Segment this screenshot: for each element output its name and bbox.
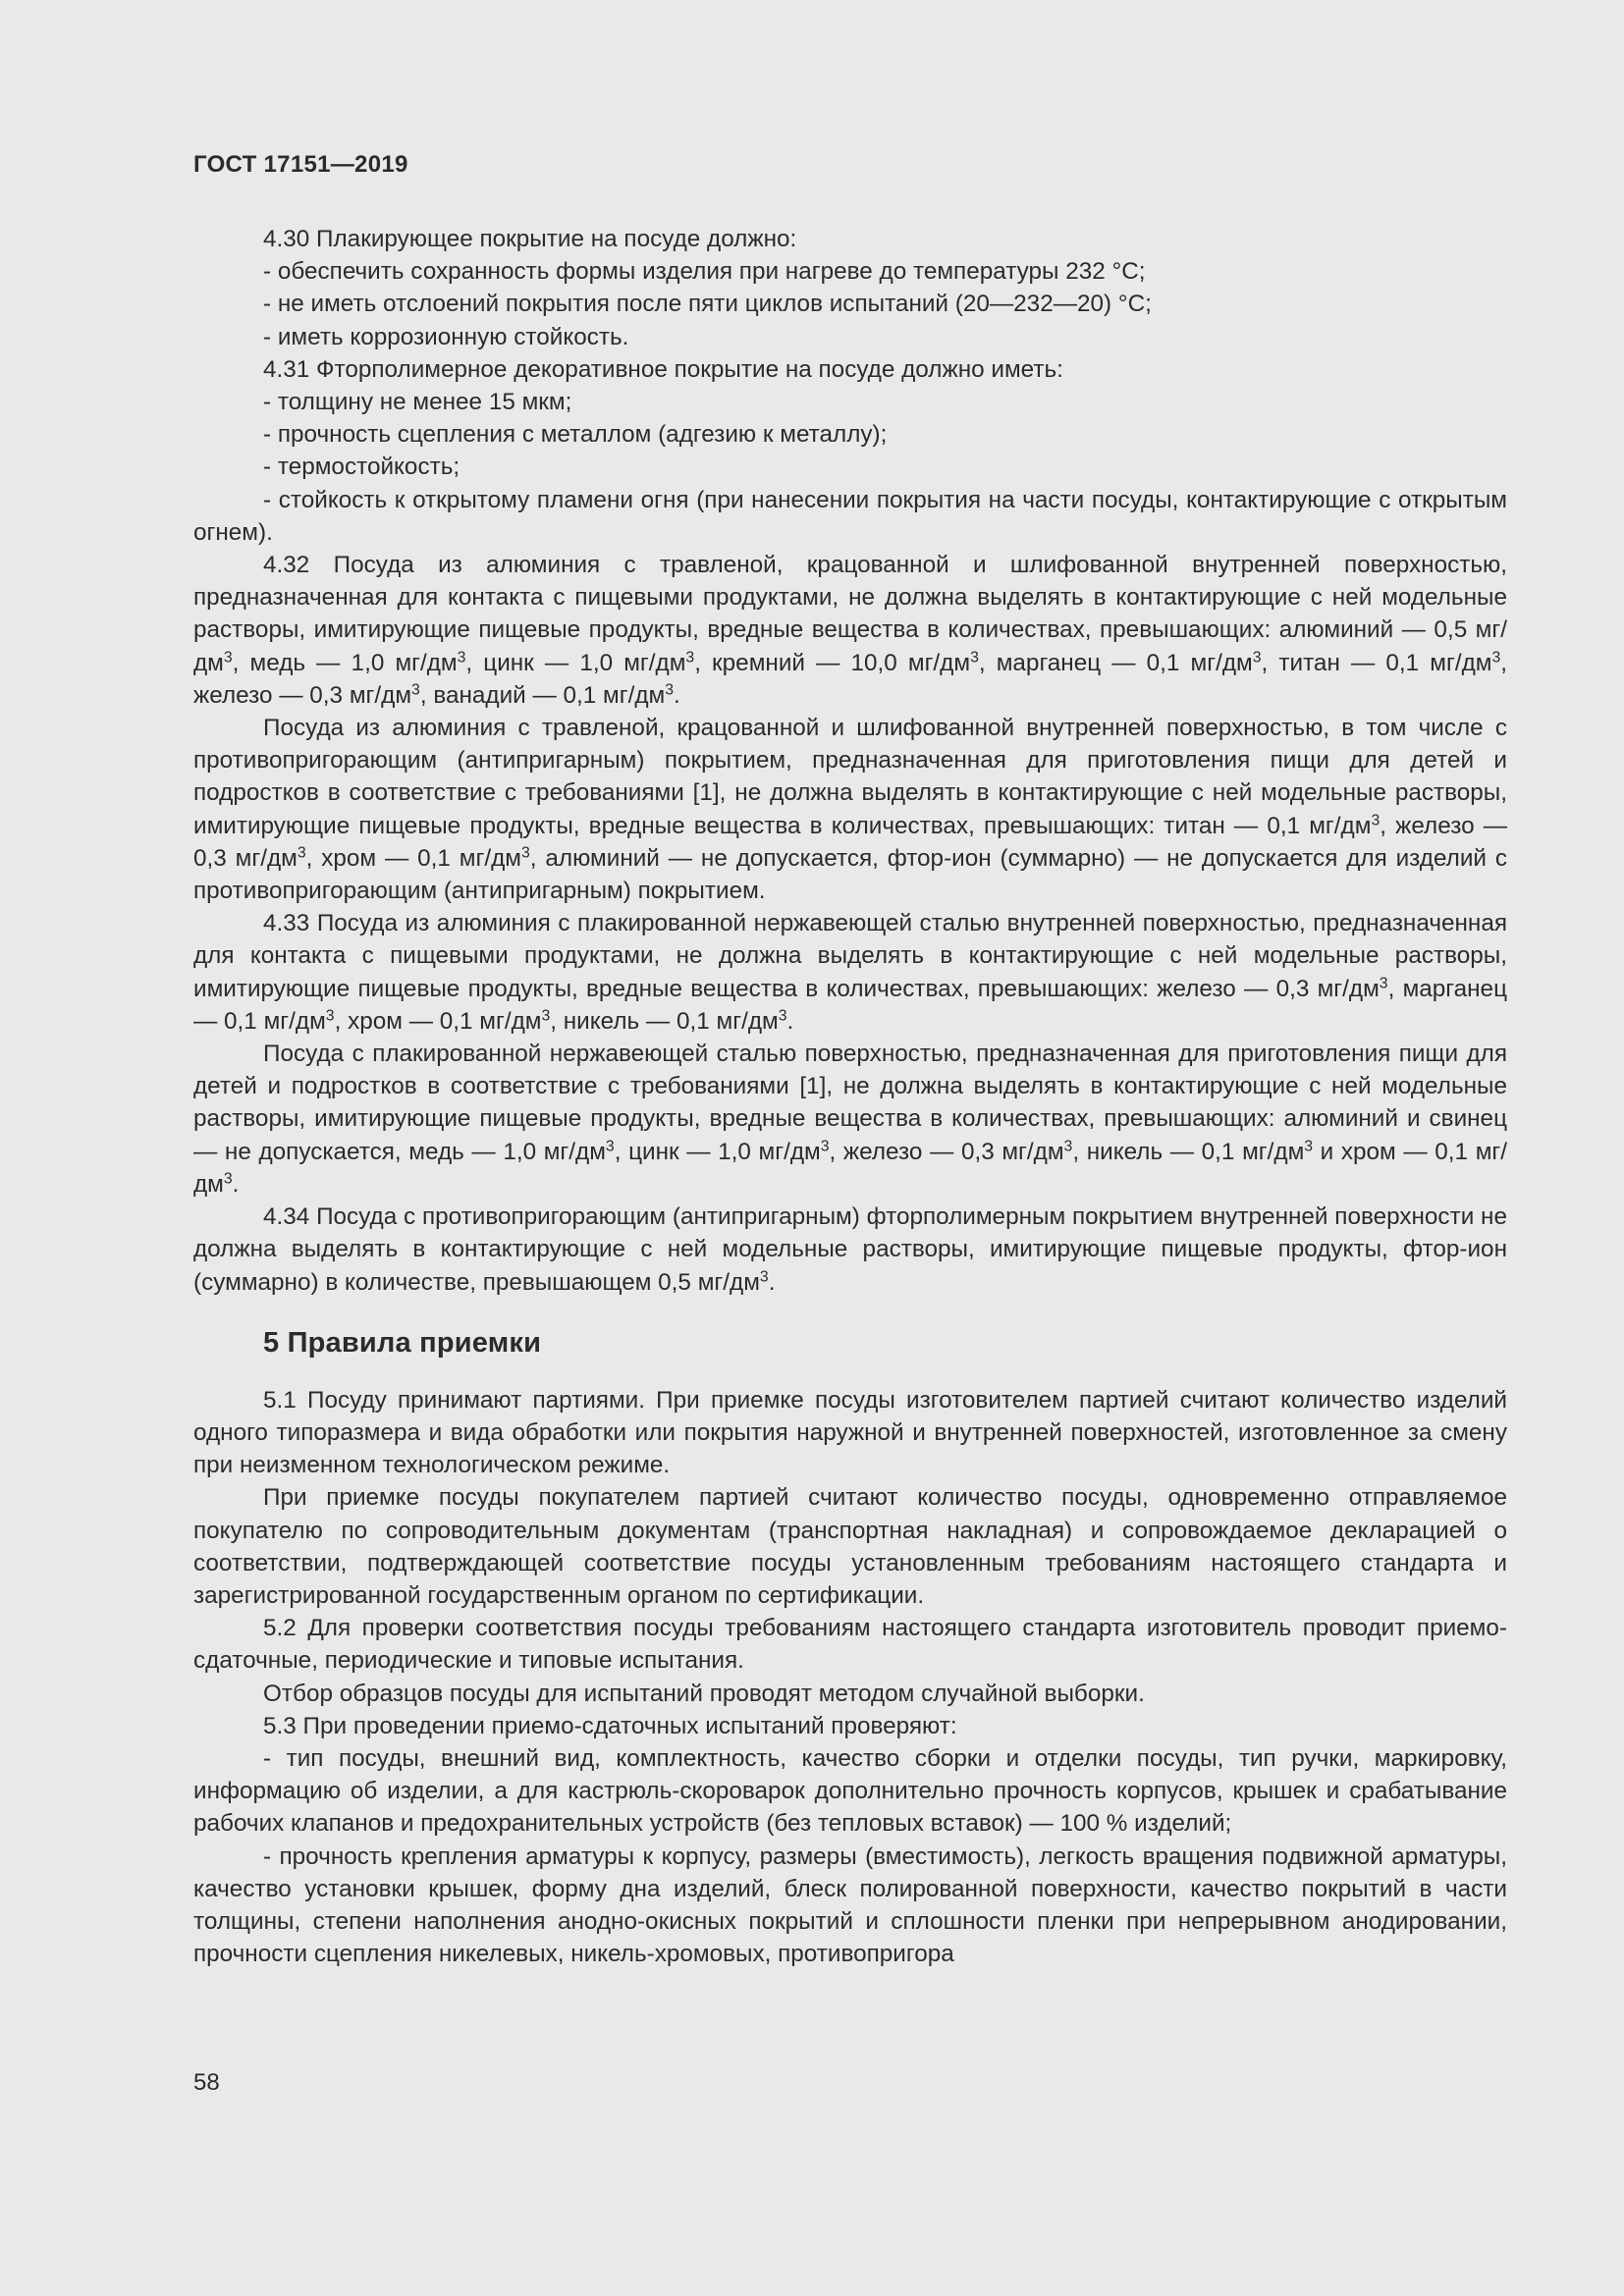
list-item: 4.31 Фторполимерное декоративное покрытие на посуде должно иметь:: [263, 355, 1063, 383]
paragraph: 5.3 При проведении приемо-сдаточных испытаний проверяют:: [263, 1712, 957, 1739]
paragraph: 5.2 Для проверки соответствия посуды требованиям настоящего стандарта изготовитель проводит приемо-сдаточные, периодические и типовые испытания.: [193, 1615, 1507, 1675]
list-item: - иметь коррозионную стойкость.: [263, 323, 629, 350]
list-item: - стойкость к открытому пламени огня (при нанесении покрытия на части посуды, контактирующие с открытым огнем).: [193, 486, 1507, 546]
list-item: - толщину не менее 15 мкм;: [263, 389, 572, 416]
paragraph: - прочность крепления арматуры к корпусу, размеры (вместимость), легкость вращения подвижной арматуры, качество установки крышек, форму дна изделий, блеск полированной поверхности, качество покрытий в части толщины, степени наполнения анодно-окисных покрытий и сплошности пленки при непрерывном анодировании, прочности сцепления никелевых, никель-хромовых, противопригора: [193, 1842, 1507, 1968]
paragraph: 5.1 Посуду принимают партиями. При приемке посуды изготовителем партией считают количество изделий одного типоразмера и вида обработки или покрытия наружной и внутренней поверхностей, изготовленное за смену при неизменном технологическом режиме.: [193, 1386, 1507, 1479]
paragraph: 4.32 Посуда из алюминия с травленой, крацованной и шлифованной внутренней поверхностью, предназначенная для контакта с пищевыми продуктами, не должна выделять в контактирующие с ней модельные растворы, имитирующие пищевые продукты, вредные вещества в количествах, превышающих: алюминий — 0,5 $мг/дм^3$, медь — 1,0 $мг/дм^3$, цинк — 1,0 $мг/дм^3$, кремний — 10,0 $мг/дм^3$, марганец — 0,1 $мг/дм^3$, титан — 0,1 $мг/дм^3$, железо — 0,3 $мг/дм^3$, ванадий — 0,1 $мг/дм^3$.: [193, 552, 1507, 709]
paragraph: - тип посуды, внешний вид, комплектность, качество сборки и отделки посуды, тип ручки, маркировку, информацию об изделии, а для кастрюль-скороварок дополнительно прочность корпусов, крышек и срабатывание рабочих клапанов и предохранительных устройств (без тепловых вставок) — 100 % изделий;: [193, 1744, 1507, 1838]
paragraph: Отбор образцов посуды для испытаний проводят методом случайной выборки.: [263, 1680, 1145, 1707]
paragraph: Посуда из алюминия с травленой, крацованной и шлифованной внутренней поверхностью, в том числе с противопригорающим (антипригарным) покрытием, предназначенная для приготовления пищи для детей и подростков в соответствие с требованиями [1], не должна выделять в контактирующие с ней модельные растворы, имитирующие пищевые продукты, вредные вещества в количествах, превышающих: титан — 0,1 $мг/дм^3$, железо — 0,3 $мг/дм^3$, хром — 0,1 $мг/дм^3$, алюминий — не допускается, фтор-ион (суммарно) — не допускается для изделий с противопригорающим (антипригарным) покрытием.: [193, 715, 1508, 905]
list-item: - не иметь отслоений покрытия после пяти циклов испытаний (20—232—20) °С;: [263, 291, 1152, 318]
document-header: ГОСТ 17151—2019: [193, 151, 408, 178]
list-item: - обеспечить сохранность формы изделия при нагреве до температуры 232 °С;: [263, 258, 1146, 286]
list-item: - термостойкость;: [263, 454, 460, 481]
section-5-body: [193, 1384, 1507, 1971]
paragraph: 4.33 Посуда из алюминия с плакированной нержавеющей сталью внутренней поверхностью, предназначенная для контакта с пищевыми продуктами, не должна выделять в контактирующие с ней модельные растворы, имитирующие пищевые продукты, вредные вещества в количествах, превышающих: железо — 0,3 $мг/дм^3$, марганец — 0,1 $мг/дм^3$, хром — 0,1 $мг/дм^3$, никель — 0,1 $мг/дм^3$.: [193, 910, 1507, 1035]
paragraph: Посуда с плакированной нержавеющей сталью поверхностью, предназначенная для приготовления пищи для детей и подростков в соответствие с требованиями [1], не должна выделять в контактирующие с ней модельные растворы, имитирующие пищевые продукты, вредные вещества в количествах, превышающих: алюминий и свинец — не допускается, медь — 1,0 $мг/дм^3$, цинк — 1,0 $мг/дм^3$, железо — 0,3 $мг/дм^3$, никель — 0,1 $мг/дм^3$ и хром — 0,1 $мг/дм^3$.: [193, 1041, 1508, 1198]
paragraph: При приемке посуды покупателем партией считают количество посуды, одновременно отправляемое покупателю по сопроводительным документам (транспортная накладная) и сопровождаемое декларацией о соответствии, подтверждающей соответствие посуды установленным требованиям настоящего стандарта и зарегистрированной государственным органом по сертификации.: [193, 1484, 1507, 1609]
list-item: 4.30 Плакирующее покрытие на посуде должно:: [263, 226, 797, 252]
list-item: - прочность сцепления с металлом (адгезию к металлу);: [263, 421, 888, 449]
paragraph: 4.34 Посуда с противопригорающим (антипригарным) фторполимерным покрытием внутренней поверхности не должна выделять в контактирующие с ней модельные растворы, имитирующие пищевые продукты, фтор-ион (суммарно) в количестве, превышающем 0,5 $мг/дм^3$.: [193, 1203, 1507, 1296]
document-body: [193, 223, 1507, 1970]
page-number: 58: [193, 2069, 220, 2096]
clauses-4-30-to-4-34: [193, 223, 1507, 1299]
section-heading: 5 Правила приемки: [263, 1326, 542, 1359]
